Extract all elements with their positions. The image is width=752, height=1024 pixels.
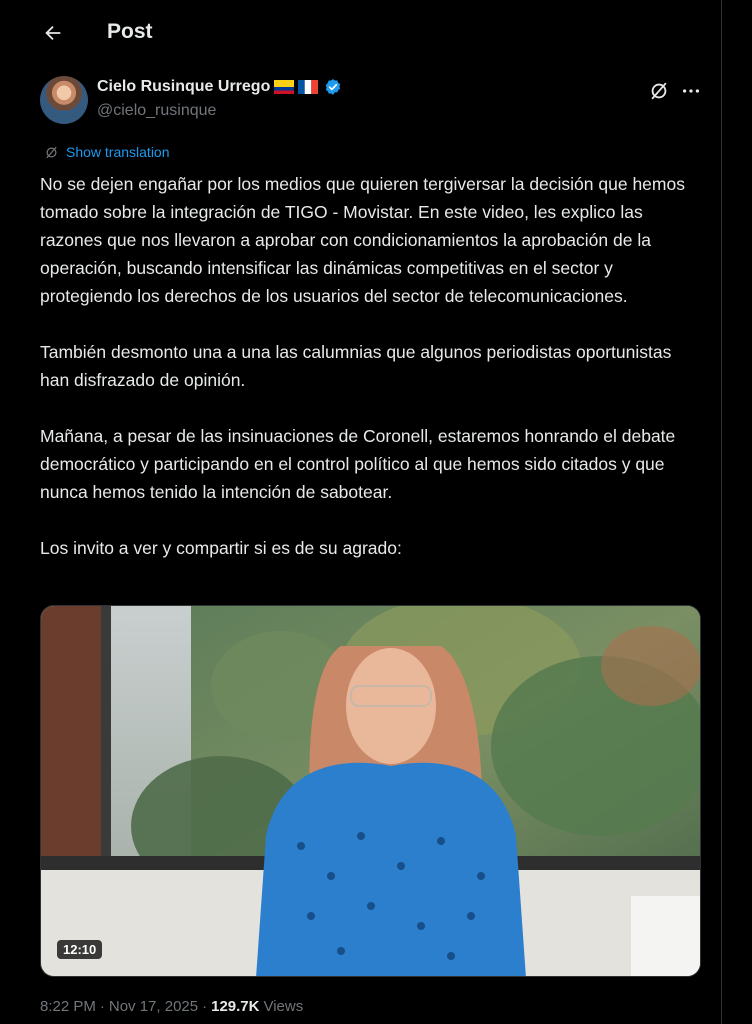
meta-separator: ·	[202, 998, 208, 1015]
views-label: Views	[263, 998, 304, 1015]
page-edge	[723, 0, 752, 1024]
post-time[interactable]: 8:22 PM	[40, 998, 96, 1015]
colombia-flag-icon	[274, 80, 294, 94]
author-row	[40, 76, 710, 128]
back-button[interactable]	[34, 14, 72, 52]
page-title: Post	[107, 20, 153, 43]
post-meta	[40, 998, 303, 1015]
video-thumbnail	[41, 606, 701, 977]
more-horizontal-icon	[680, 80, 702, 102]
author-name-line	[97, 78, 342, 96]
show-translation-label: Show translation	[66, 144, 170, 160]
arrow-left-icon	[42, 22, 64, 44]
video-duration-badge: 12:10	[57, 940, 102, 959]
grok-icon	[648, 80, 670, 102]
grok-button[interactable]	[648, 80, 672, 104]
video-player[interactable]	[40, 605, 701, 977]
verified-badge-icon	[324, 78, 342, 96]
post-paragraph: Los invito a ver y compartir si es de su agrado:	[40, 538, 402, 558]
more-options-button[interactable]	[680, 80, 704, 104]
post-paragraph: No se dejen engañar por los medios que quieren tergiversar la decisión que hemos tomado sobre la integración de TIGO - Movistar. En este video, les explico las razones que nos llevaron a aprobar con condicionamientos la aprobación de la operación, buscando intensificar las dinámicas competitivas en el sector y protegiendo los derechos de los usuarios del sector de telecomunicaciones.	[40, 174, 685, 306]
author-display-name[interactable]: Cielo Rusinque Urrego	[97, 78, 271, 95]
avatar[interactable]	[40, 76, 88, 124]
france-flag-icon	[298, 80, 318, 94]
post-paragraph: También desmonto una a una las calumnias que algunos periodistas oportunistas han disfrazado de opinión.	[40, 342, 672, 390]
post-header	[0, 0, 722, 66]
meta-separator: ·	[99, 998, 105, 1015]
author-handle[interactable]: @cielo_rusinque	[97, 102, 217, 119]
post-text	[40, 170, 700, 562]
post-paragraph: Mañana, a pesar de las insinuaciones de Coronell, estaremos honrando el debate democrático y participando en el control político al que hemos sido citados y que nunca hemos tenido la intención de sabotear.	[40, 426, 676, 502]
views-count: 129.7K	[211, 998, 260, 1015]
post-date[interactable]: Nov 17, 2025	[108, 998, 199, 1015]
translate-icon	[44, 145, 59, 160]
show-translation-link[interactable]	[44, 144, 170, 160]
